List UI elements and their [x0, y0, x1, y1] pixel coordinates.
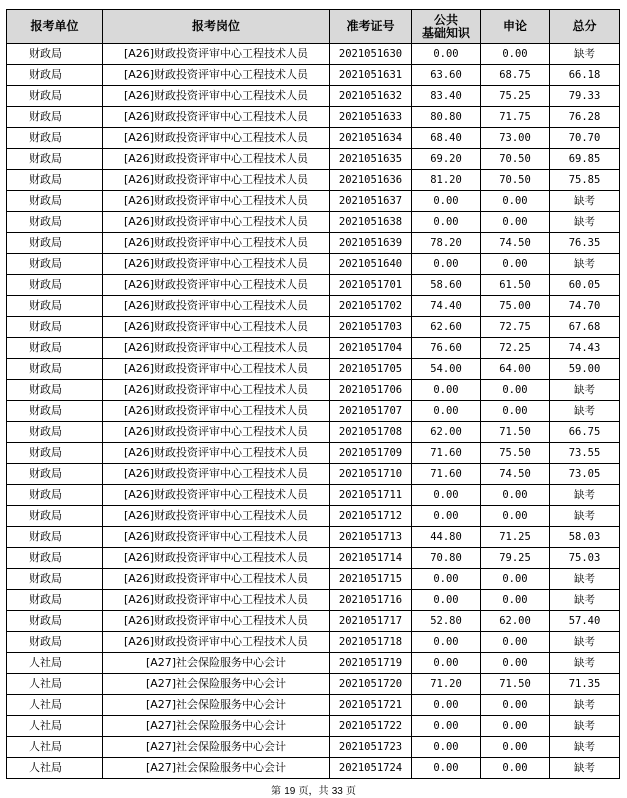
cell-total: 缺考 — [550, 44, 620, 65]
cell-public: 0.00 — [412, 44, 481, 65]
cell-exam-no: 2021051703 — [330, 317, 412, 338]
header-exam-no: 准考证号 — [330, 10, 412, 44]
cell-unit: 财政局 — [7, 86, 103, 107]
header-unit: 报考单位 — [7, 10, 103, 44]
cell-unit: 财政局 — [7, 359, 103, 380]
cell-exam-no: 2021051715 — [330, 569, 412, 590]
table-row — [7, 317, 620, 338]
table-row — [7, 65, 620, 86]
cell-total: 缺考 — [550, 380, 620, 401]
cell-public: 44.80 — [412, 527, 481, 548]
cell-total: 缺考 — [550, 737, 620, 758]
cell-essay: 75.00 — [481, 296, 550, 317]
table-row — [7, 191, 620, 212]
cell-post: [A27]社会保险服务中心会计 — [103, 674, 330, 695]
cell-post: [A27]社会保险服务中心会计 — [103, 716, 330, 737]
table-row — [7, 443, 620, 464]
cell-essay: 74.50 — [481, 464, 550, 485]
cell-public: 80.80 — [412, 107, 481, 128]
table-row — [7, 506, 620, 527]
cell-total: 缺考 — [550, 191, 620, 212]
cell-post: [A26]财政投资评审中心工程技术人员 — [103, 44, 330, 65]
cell-post: [A26]财政投资评审中心工程技术人员 — [103, 422, 330, 443]
cell-unit: 人社局 — [7, 653, 103, 674]
table-row — [7, 212, 620, 233]
table-row — [7, 422, 620, 443]
cell-post: [A27]社会保险服务中心会计 — [103, 758, 330, 779]
cell-exam-no: 2021051717 — [330, 611, 412, 632]
cell-essay: 0.00 — [481, 401, 550, 422]
cell-total: 58.03 — [550, 527, 620, 548]
table-row — [7, 380, 620, 401]
table-row — [7, 485, 620, 506]
cell-post: [A26]财政投资评审中心工程技术人员 — [103, 443, 330, 464]
footer-total-pages: 33 — [331, 786, 343, 797]
cell-essay: 71.75 — [481, 107, 550, 128]
cell-exam-no: 2021051705 — [330, 359, 412, 380]
cell-exam-no: 2021051714 — [330, 548, 412, 569]
footer-suffix: 页 — [346, 786, 356, 797]
cell-essay: 75.50 — [481, 443, 550, 464]
cell-essay: 71.50 — [481, 674, 550, 695]
cell-total: 73.05 — [550, 464, 620, 485]
cell-unit: 财政局 — [7, 275, 103, 296]
cell-public: 0.00 — [412, 191, 481, 212]
cell-total: 缺考 — [550, 632, 620, 653]
cell-unit: 财政局 — [7, 128, 103, 149]
cell-public: 0.00 — [412, 758, 481, 779]
cell-exam-no: 2021051711 — [330, 485, 412, 506]
cell-exam-no: 2021051718 — [330, 632, 412, 653]
cell-exam-no: 2021051630 — [330, 44, 412, 65]
cell-total: 75.85 — [550, 170, 620, 191]
header-total: 总分 — [550, 10, 620, 44]
cell-total: 75.03 — [550, 548, 620, 569]
cell-total: 74.43 — [550, 338, 620, 359]
cell-public: 0.00 — [412, 506, 481, 527]
cell-total: 60.05 — [550, 275, 620, 296]
cell-exam-no: 2021051723 — [330, 737, 412, 758]
table-row — [7, 674, 620, 695]
table-row — [7, 590, 620, 611]
header-row — [7, 10, 620, 44]
cell-unit: 财政局 — [7, 632, 103, 653]
cell-essay: 0.00 — [481, 254, 550, 275]
cell-essay: 0.00 — [481, 695, 550, 716]
table-row — [7, 44, 620, 65]
cell-essay: 0.00 — [481, 191, 550, 212]
cell-post: [A26]财政投资评审中心工程技术人员 — [103, 527, 330, 548]
cell-unit: 财政局 — [7, 506, 103, 527]
cell-unit: 财政局 — [7, 611, 103, 632]
cell-total: 缺考 — [550, 506, 620, 527]
cell-essay: 75.25 — [481, 86, 550, 107]
cell-unit: 财政局 — [7, 149, 103, 170]
cell-total: 73.55 — [550, 443, 620, 464]
header-public-line2: 基础知识 — [421, 25, 470, 40]
table-row — [7, 716, 620, 737]
cell-public: 52.80 — [412, 611, 481, 632]
cell-public: 63.60 — [412, 65, 481, 86]
cell-exam-no: 2021051709 — [330, 443, 412, 464]
cell-post: [A27]社会保险服务中心会计 — [103, 737, 330, 758]
cell-public: 0.00 — [412, 737, 481, 758]
cell-essay: 0.00 — [481, 212, 550, 233]
cell-essay: 61.50 — [481, 275, 550, 296]
footer-prefix: 第 — [271, 786, 281, 797]
table-row — [7, 149, 620, 170]
cell-post: [A26]财政投资评审中心工程技术人员 — [103, 569, 330, 590]
cell-exam-no: 2021051638 — [330, 212, 412, 233]
page-footer — [0, 782, 627, 797]
cell-essay: 0.00 — [481, 737, 550, 758]
cell-post: [A26]财政投资评审中心工程技术人员 — [103, 548, 330, 569]
cell-unit: 人社局 — [7, 695, 103, 716]
cell-essay: 79.25 — [481, 548, 550, 569]
cell-unit: 财政局 — [7, 170, 103, 191]
cell-public: 0.00 — [412, 590, 481, 611]
cell-unit: 人社局 — [7, 716, 103, 737]
cell-unit: 财政局 — [7, 380, 103, 401]
cell-essay: 68.75 — [481, 65, 550, 86]
table-row — [7, 401, 620, 422]
cell-public: 0.00 — [412, 695, 481, 716]
cell-total: 66.18 — [550, 65, 620, 86]
table-row — [7, 170, 620, 191]
cell-exam-no: 2021051639 — [330, 233, 412, 254]
cell-post: [A26]财政投资评审中心工程技术人员 — [103, 191, 330, 212]
cell-exam-no: 2021051708 — [330, 422, 412, 443]
cell-public: 71.60 — [412, 443, 481, 464]
cell-unit: 人社局 — [7, 758, 103, 779]
cell-total: 76.28 — [550, 107, 620, 128]
cell-post: [A26]财政投资评审中心工程技术人员 — [103, 107, 330, 128]
cell-total: 缺考 — [550, 401, 620, 422]
cell-post: [A26]财政投资评审中心工程技术人员 — [103, 275, 330, 296]
cell-essay: 62.00 — [481, 611, 550, 632]
cell-public: 76.60 — [412, 338, 481, 359]
cell-total: 57.40 — [550, 611, 620, 632]
cell-public: 0.00 — [412, 254, 481, 275]
cell-exam-no: 2021051634 — [330, 128, 412, 149]
table-row — [7, 233, 620, 254]
cell-public: 83.40 — [412, 86, 481, 107]
cell-total: 缺考 — [550, 590, 620, 611]
cell-post: [A26]财政投资评审中心工程技术人员 — [103, 86, 330, 107]
table-row — [7, 107, 620, 128]
cell-unit: 财政局 — [7, 212, 103, 233]
table-row — [7, 254, 620, 275]
cell-public: 71.20 — [412, 674, 481, 695]
cell-exam-no: 2021051724 — [330, 758, 412, 779]
cell-total: 76.35 — [550, 233, 620, 254]
cell-public: 0.00 — [412, 212, 481, 233]
cell-public: 68.40 — [412, 128, 481, 149]
cell-post: [A26]财政投资评审中心工程技术人员 — [103, 212, 330, 233]
score-table — [6, 9, 620, 779]
table-row — [7, 338, 620, 359]
cell-post: [A26]财政投资评审中心工程技术人员 — [103, 506, 330, 527]
cell-unit: 财政局 — [7, 485, 103, 506]
table-row — [7, 632, 620, 653]
cell-public: 71.60 — [412, 464, 481, 485]
table-row — [7, 611, 620, 632]
cell-essay: 71.25 — [481, 527, 550, 548]
cell-total: 69.85 — [550, 149, 620, 170]
cell-essay: 70.50 — [481, 149, 550, 170]
cell-exam-no: 2021051631 — [330, 65, 412, 86]
cell-exam-no: 2021051633 — [330, 107, 412, 128]
cell-exam-no: 2021051632 — [330, 86, 412, 107]
table-row — [7, 527, 620, 548]
footer-page-number: 19 — [284, 786, 296, 797]
cell-essay: 72.75 — [481, 317, 550, 338]
cell-unit: 财政局 — [7, 317, 103, 338]
table-row — [7, 296, 620, 317]
score-sheet — [6, 9, 620, 779]
cell-unit: 财政局 — [7, 44, 103, 65]
cell-public: 0.00 — [412, 653, 481, 674]
cell-total: 缺考 — [550, 485, 620, 506]
cell-total: 缺考 — [550, 653, 620, 674]
cell-essay: 71.50 — [481, 422, 550, 443]
cell-essay: 73.00 — [481, 128, 550, 149]
cell-unit: 人社局 — [7, 674, 103, 695]
cell-exam-no: 2021051640 — [330, 254, 412, 275]
cell-public: 81.20 — [412, 170, 481, 191]
cell-unit: 财政局 — [7, 254, 103, 275]
cell-essay: 0.00 — [481, 380, 550, 401]
cell-total: 66.75 — [550, 422, 620, 443]
table-row — [7, 653, 620, 674]
cell-exam-no: 2021051702 — [330, 296, 412, 317]
cell-post: [A26]财政投资评审中心工程技术人员 — [103, 380, 330, 401]
cell-public: 62.00 — [412, 422, 481, 443]
table-row — [7, 758, 620, 779]
cell-post: [A26]财政投资评审中心工程技术人员 — [103, 233, 330, 254]
cell-public: 0.00 — [412, 632, 481, 653]
cell-exam-no: 2021051721 — [330, 695, 412, 716]
table-row — [7, 737, 620, 758]
cell-post: [A26]财政投资评审中心工程技术人员 — [103, 296, 330, 317]
cell-essay: 0.00 — [481, 653, 550, 674]
cell-public: 58.60 — [412, 275, 481, 296]
cell-public: 74.40 — [412, 296, 481, 317]
cell-exam-no: 2021051701 — [330, 275, 412, 296]
header-essay: 申论 — [481, 10, 550, 44]
cell-post: [A26]财政投资评审中心工程技术人员 — [103, 359, 330, 380]
cell-public: 78.20 — [412, 233, 481, 254]
cell-essay: 0.00 — [481, 590, 550, 611]
cell-unit: 财政局 — [7, 422, 103, 443]
cell-essay: 0.00 — [481, 485, 550, 506]
cell-public: 0.00 — [412, 569, 481, 590]
cell-unit: 人社局 — [7, 737, 103, 758]
cell-public: 62.60 — [412, 317, 481, 338]
cell-essay: 70.50 — [481, 170, 550, 191]
cell-public: 69.20 — [412, 149, 481, 170]
cell-exam-no: 2021051722 — [330, 716, 412, 737]
footer-middle: 页，共 — [298, 786, 329, 797]
cell-public: 0.00 — [412, 716, 481, 737]
cell-essay: 74.50 — [481, 233, 550, 254]
cell-post: [A27]社会保险服务中心会计 — [103, 653, 330, 674]
cell-post: [A26]财政投资评审中心工程技术人员 — [103, 632, 330, 653]
cell-post: [A26]财政投资评审中心工程技术人员 — [103, 401, 330, 422]
cell-unit: 财政局 — [7, 233, 103, 254]
table-row — [7, 464, 620, 485]
cell-essay: 0.00 — [481, 632, 550, 653]
cell-total: 缺考 — [550, 758, 620, 779]
cell-exam-no: 2021051636 — [330, 170, 412, 191]
header-public-knowledge — [412, 10, 481, 44]
cell-public: 0.00 — [412, 401, 481, 422]
cell-total: 缺考 — [550, 212, 620, 233]
cell-post: [A26]财政投资评审中心工程技术人员 — [103, 65, 330, 86]
cell-unit: 财政局 — [7, 401, 103, 422]
cell-essay: 0.00 — [481, 44, 550, 65]
cell-exam-no: 2021051719 — [330, 653, 412, 674]
cell-total: 缺考 — [550, 695, 620, 716]
cell-public: 0.00 — [412, 380, 481, 401]
cell-total: 缺考 — [550, 569, 620, 590]
cell-unit: 财政局 — [7, 443, 103, 464]
header-public-line1: 公共 — [433, 12, 458, 27]
cell-total: 67.68 — [550, 317, 620, 338]
cell-exam-no: 2021051716 — [330, 590, 412, 611]
cell-total: 74.70 — [550, 296, 620, 317]
cell-unit: 财政局 — [7, 527, 103, 548]
cell-unit: 财政局 — [7, 548, 103, 569]
cell-post: [A27]社会保险服务中心会计 — [103, 695, 330, 716]
cell-exam-no: 2021051707 — [330, 401, 412, 422]
cell-post: [A26]财政投资评审中心工程技术人员 — [103, 317, 330, 338]
cell-exam-no: 2021051713 — [330, 527, 412, 548]
cell-essay: 64.00 — [481, 359, 550, 380]
cell-post: [A26]财政投资评审中心工程技术人员 — [103, 590, 330, 611]
cell-exam-no: 2021051637 — [330, 191, 412, 212]
cell-exam-no: 2021051635 — [330, 149, 412, 170]
cell-unit: 财政局 — [7, 590, 103, 611]
cell-unit: 财政局 — [7, 296, 103, 317]
cell-total: 79.33 — [550, 86, 620, 107]
table-row — [7, 128, 620, 149]
header-post: 报考岗位 — [103, 10, 330, 44]
table-row — [7, 275, 620, 296]
table-body — [7, 44, 620, 779]
table-row — [7, 86, 620, 107]
cell-total: 缺考 — [550, 716, 620, 737]
cell-unit: 财政局 — [7, 338, 103, 359]
cell-essay: 0.00 — [481, 569, 550, 590]
cell-total: 71.35 — [550, 674, 620, 695]
cell-exam-no: 2021051720 — [330, 674, 412, 695]
table-row — [7, 569, 620, 590]
cell-post: [A26]财政投资评审中心工程技术人员 — [103, 149, 330, 170]
cell-post: [A26]财政投资评审中心工程技术人员 — [103, 254, 330, 275]
cell-public: 70.80 — [412, 548, 481, 569]
cell-public: 54.00 — [412, 359, 481, 380]
cell-essay: 72.25 — [481, 338, 550, 359]
cell-public: 0.00 — [412, 485, 481, 506]
table-row — [7, 695, 620, 716]
cell-unit: 财政局 — [7, 569, 103, 590]
cell-exam-no: 2021051712 — [330, 506, 412, 527]
cell-unit: 财政局 — [7, 107, 103, 128]
cell-unit: 财政局 — [7, 464, 103, 485]
cell-post: [A26]财政投资评审中心工程技术人员 — [103, 464, 330, 485]
cell-post: [A26]财政投资评审中心工程技术人员 — [103, 338, 330, 359]
cell-unit: 财政局 — [7, 191, 103, 212]
cell-exam-no: 2021051706 — [330, 380, 412, 401]
cell-post: [A26]财政投资评审中心工程技术人员 — [103, 611, 330, 632]
cell-post: [A26]财政投资评审中心工程技术人员 — [103, 485, 330, 506]
cell-post: [A26]财政投资评审中心工程技术人员 — [103, 170, 330, 191]
cell-total: 59.00 — [550, 359, 620, 380]
cell-post: [A26]财政投资评审中心工程技术人员 — [103, 128, 330, 149]
table-row — [7, 548, 620, 569]
cell-total: 70.70 — [550, 128, 620, 149]
cell-essay: 0.00 — [481, 506, 550, 527]
cell-essay: 0.00 — [481, 716, 550, 737]
cell-unit: 财政局 — [7, 65, 103, 86]
cell-total: 缺考 — [550, 254, 620, 275]
cell-essay: 0.00 — [481, 758, 550, 779]
cell-exam-no: 2021051710 — [330, 464, 412, 485]
table-row — [7, 359, 620, 380]
cell-exam-no: 2021051704 — [330, 338, 412, 359]
